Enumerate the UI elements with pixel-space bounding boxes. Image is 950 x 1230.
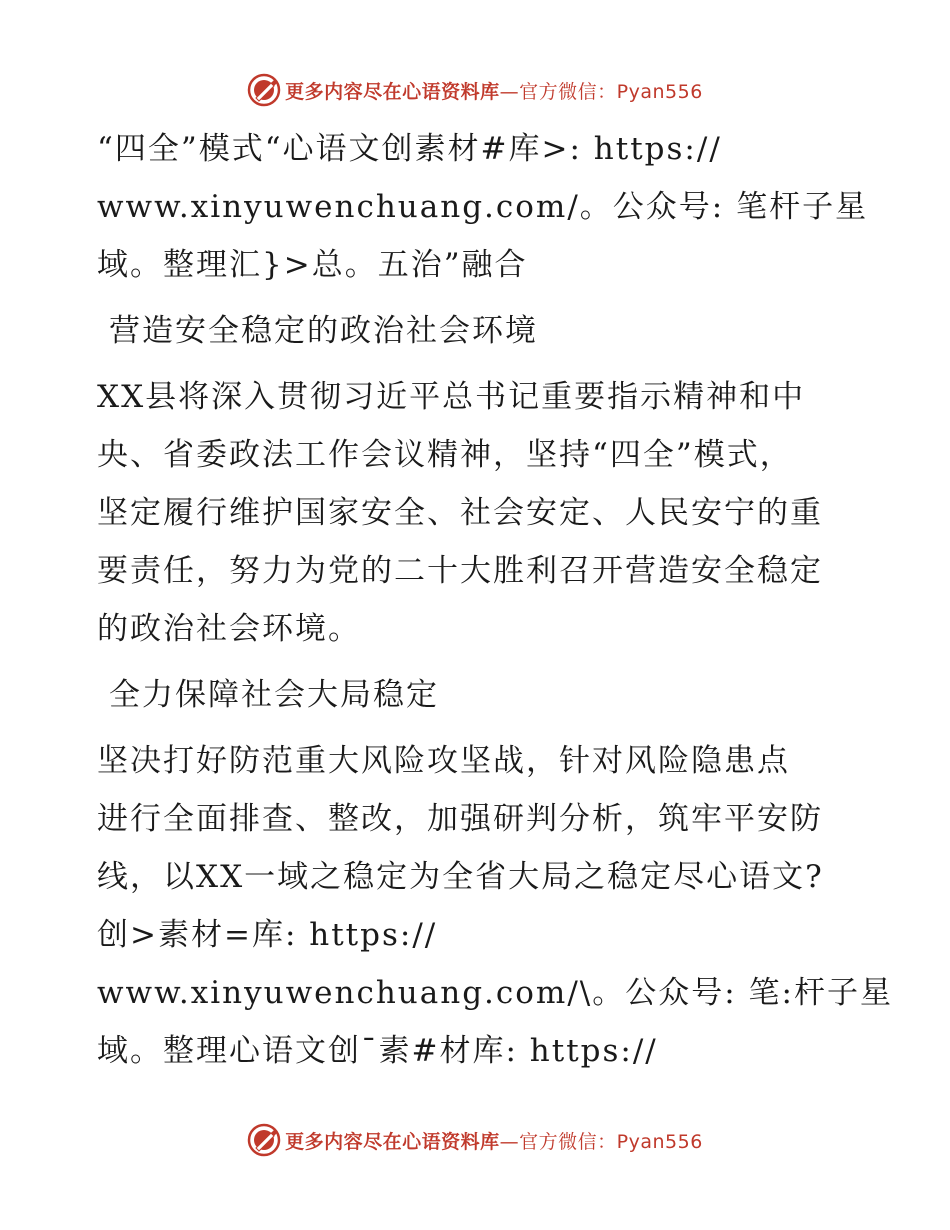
text-line: www.xinyuwenchuang.com/。公众号: 笔杆子星	[97, 189, 869, 225]
banner-wechat-text: —官方微信：Pyan556	[499, 1130, 703, 1153]
text-line: 域。整理心语文创¯素#材库: https://	[97, 1033, 658, 1069]
banner-text	[285, 77, 703, 104]
text-line: XX县将深入贯彻习近平总书记重要指示精神和中	[97, 379, 806, 415]
banner-main-text: 更多内容尽在心语资料库	[285, 80, 500, 103]
paragraph-3	[97, 732, 893, 1080]
pen-logo-icon	[247, 1123, 281, 1157]
pen-logo-icon	[247, 73, 281, 107]
text-line: 要责任，努力为党的二十大胜利召开营造安全稳定	[97, 553, 823, 589]
banner-wechat-text: —官方微信：Pyan556	[499, 80, 703, 103]
text-line: www.xinyuwenchuang.com/\。公众号: 笔:杆子星	[97, 975, 893, 1011]
section-heading-2: 全力保障社会大局稳定	[109, 677, 439, 713]
text-line: 域。整理汇}>总。五治”融合	[97, 247, 528, 283]
text-line: 进行全面排查、整改，加强研判分析，筑牢平安防	[97, 801, 823, 837]
text-line: 创>素材=库: https://	[97, 917, 438, 953]
paragraph-1	[97, 120, 869, 294]
document-body	[97, 120, 893, 1088]
paragraph-2	[97, 368, 857, 658]
banner-text	[285, 1127, 703, 1154]
text-line: 坚决打好防范重大风险攻坚战，针对风险隐患点	[97, 743, 790, 779]
header-watermark-banner	[0, 70, 950, 110]
banner-main-text: 更多内容尽在心语资料库	[285, 1130, 500, 1153]
text-line: 线，以XX一域之稳定为全省大局之稳定尽心语文?	[97, 859, 824, 895]
section-heading-1: 营造安全稳定的政治社会环境	[109, 313, 538, 349]
footer-watermark-banner	[0, 1120, 950, 1160]
text-line: “四全”模式“心语文创素材#库>: https://	[97, 131, 722, 167]
text-line: 坚定履行维护国家安全、社会安定、人民安宁的重	[97, 495, 823, 531]
text-line: 央、省委政法工作会议精神，坚持“四全”模式，	[97, 437, 793, 473]
text-line: 的政治社会环境。	[97, 611, 361, 647]
